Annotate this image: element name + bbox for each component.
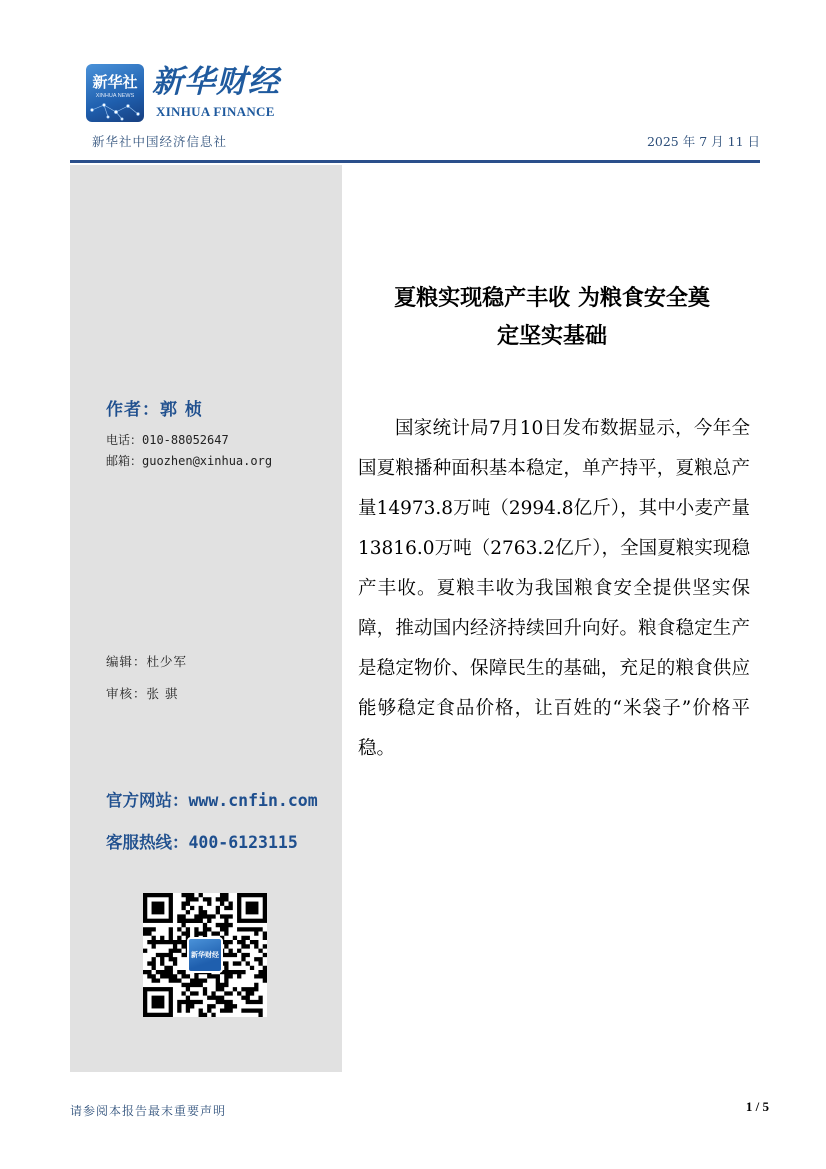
qr-center-logo [187, 937, 223, 973]
page-number: 1 / 5 [745, 1099, 769, 1114]
qr-finder-inner-1 [246, 902, 259, 915]
service-hotline: 客服热线：400-6123115 [106, 833, 298, 852]
reviewer-name: 审核：张 骐 [106, 686, 179, 701]
article-title [356, 280, 748, 356]
header-divider [70, 160, 760, 163]
article-title-line-2: 定坚实基础 [496, 324, 607, 349]
disclaimer-note: 请参阅本报告最末重要声明 [70, 1104, 227, 1118]
report-date: 2025 年 7 月 11 日 [646, 134, 760, 149]
organization-name: 新华社中国经济信息社 [92, 134, 228, 149]
brand-name-en: XINHUA FINANCE [156, 104, 275, 119]
editor-name: 编辑：杜少军 [106, 654, 188, 669]
xinhua-news-logo [86, 64, 144, 122]
logo-cn-text: 新华社 [92, 73, 138, 91]
qr-finder-inner-0 [152, 902, 165, 915]
logo-en-text: XINHUA NEWS [95, 93, 135, 99]
network-dots-icon [86, 100, 144, 122]
article-body: 国家统计局7月10日发布数据显示，今年全国夏粮播种面积基本稳定，单产持平，夏粮总产量14973.8万吨（2994.8亿斤），其中小麦产量13816.0万吨（2763.2亿斤），全国夏粮实现稳产丰收。夏粮丰收为我国粮食安全提供坚实保障，推动国内经济持续回升向好。粮食稳定生产是稳定物价、保障民生的基础，充足的粮食供应能够稳定食品价格，让百姓的“米袋子”价格平稳。 [358, 418, 750, 759]
qr-center-label: 新华财经 [191, 950, 219, 959]
author-phone: 电话：010-88052647 [106, 433, 229, 447]
article-title-line-1: 夏粮实现稳产丰收 为粮食安全奠 [394, 286, 710, 311]
author-name: 作者：郭 桢 [106, 400, 203, 420]
qr-code [143, 893, 267, 1017]
author-email: 邮箱：guozhen@xinhua.org [106, 454, 273, 468]
qr-finder-inner-2 [152, 996, 165, 1009]
official-website-link[interactable]: 官方网站：www.cnfin.com [106, 791, 318, 810]
brand-name-cn: 新华财经 [152, 64, 280, 100]
